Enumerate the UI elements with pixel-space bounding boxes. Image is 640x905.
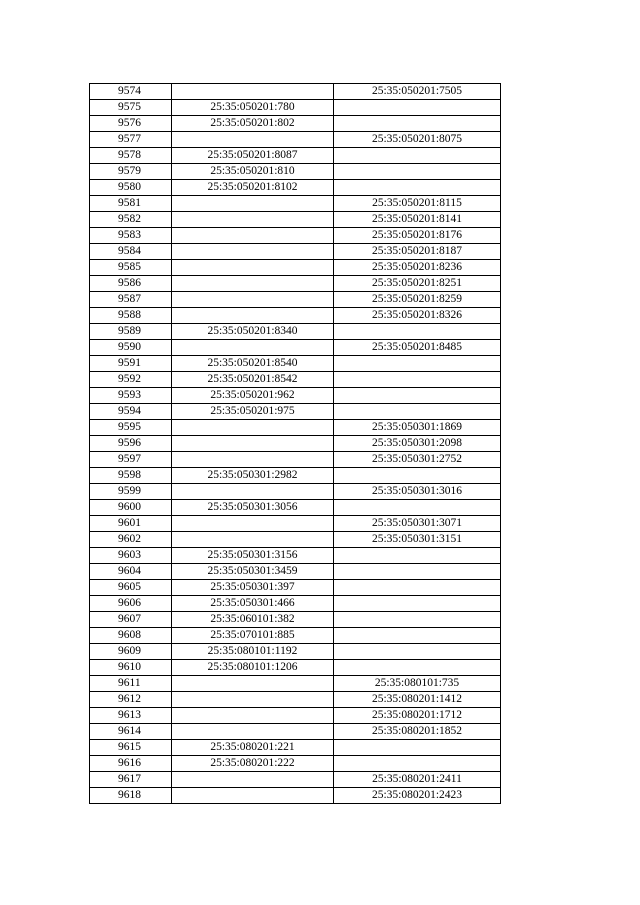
cadastral-number-cell-right: 25:35:050201:8236 [334,260,501,276]
cadastral-number-cell-left [172,84,334,100]
cadastral-number-cell-left: 25:35:080201:222 [172,756,334,772]
row-number-cell: 9614 [90,724,172,740]
row-number-cell: 9607 [90,612,172,628]
cadastral-number-cell-left: 25:35:080101:1192 [172,644,334,660]
row-number-cell: 9576 [90,116,172,132]
cadastral-number-cell-right: 25:35:080101:735 [334,676,501,692]
table-row [90,756,501,772]
cadastral-number-cell-right [334,644,501,660]
cadastral-number-cell-left: 25:35:050201:975 [172,404,334,420]
cadastral-number-cell-left: 25:35:050201:802 [172,116,334,132]
row-number-cell: 9613 [90,708,172,724]
table-row [90,356,501,372]
cadastral-number-cell-left [172,772,334,788]
cadastral-number-cell-right: 25:35:050301:1869 [334,420,501,436]
cadastral-number-cell-left [172,788,334,804]
cadastral-number-table [89,83,501,804]
row-number-cell: 9615 [90,740,172,756]
cadastral-number-cell-left: 25:35:050301:397 [172,580,334,596]
table-row [90,532,501,548]
table-row [90,180,501,196]
cadastral-number-cell-left [172,228,334,244]
table-row [90,436,501,452]
table-row [90,196,501,212]
table-row [90,516,501,532]
row-number-cell: 9617 [90,772,172,788]
cadastral-number-cell-left: 25:35:050201:962 [172,388,334,404]
table-row [90,404,501,420]
cadastral-number-cell-right: 25:35:080201:2411 [334,772,501,788]
row-number-cell: 9578 [90,148,172,164]
cadastral-number-cell-left: 25:35:050201:8540 [172,356,334,372]
row-number-cell: 9580 [90,180,172,196]
row-number-cell: 9597 [90,452,172,468]
cadastral-number-cell-left: 25:35:060101:382 [172,612,334,628]
cadastral-number-cell-right [334,148,501,164]
cadastral-number-cell-right [334,564,501,580]
cadastral-number-cell-right: 25:35:050201:8259 [334,292,501,308]
cadastral-number-cell-left: 25:35:050201:810 [172,164,334,180]
table-row [90,388,501,404]
cadastral-number-cell-left: 25:35:050301:3056 [172,500,334,516]
cadastral-number-cell-right: 25:35:050301:3071 [334,516,501,532]
table-row [90,628,501,644]
row-number-cell: 9603 [90,548,172,564]
row-number-cell: 9596 [90,436,172,452]
row-number-cell: 9604 [90,564,172,580]
cadastral-number-cell-left [172,340,334,356]
row-number-cell: 9609 [90,644,172,660]
row-number-cell: 9599 [90,484,172,500]
table-row [90,324,501,340]
cadastral-number-cell-right [334,116,501,132]
cadastral-number-cell-right: 25:35:080201:1412 [334,692,501,708]
cadastral-number-cell-left [172,708,334,724]
cadastral-number-cell-left [172,244,334,260]
cadastral-number-cell-right: 25:35:050201:8251 [334,276,501,292]
table-row [90,692,501,708]
cadastral-number-cell-left: 25:35:080101:1206 [172,660,334,676]
cadastral-number-cell-right [334,100,501,116]
cadastral-number-cell-left [172,308,334,324]
table-row [90,420,501,436]
table-row [90,372,501,388]
cadastral-number-cell-left: 25:35:050201:8087 [172,148,334,164]
row-number-cell: 9582 [90,212,172,228]
row-number-cell: 9585 [90,260,172,276]
table-row [90,212,501,228]
row-number-cell: 9592 [90,372,172,388]
row-number-cell: 9581 [90,196,172,212]
cadastral-number-cell-right: 25:35:050201:8176 [334,228,501,244]
row-number-cell: 9594 [90,404,172,420]
cadastral-number-cell-right: 25:35:050201:8075 [334,132,501,148]
cadastral-number-cell-right [334,740,501,756]
cadastral-number-cell-left [172,276,334,292]
cadastral-number-cell-right [334,500,501,516]
cadastral-number-cell-right [334,596,501,612]
cadastral-number-cell-right [334,404,501,420]
row-number-cell: 9574 [90,84,172,100]
table-row [90,228,501,244]
cadastral-number-cell-right: 25:35:050201:8115 [334,196,501,212]
table-row [90,484,501,500]
cadastral-number-cell-left: 25:35:050301:3156 [172,548,334,564]
row-number-cell: 9595 [90,420,172,436]
row-number-cell: 9618 [90,788,172,804]
row-number-cell: 9593 [90,388,172,404]
cadastral-number-cell-left [172,692,334,708]
cadastral-number-cell-right [334,660,501,676]
cadastral-number-cell-right [334,180,501,196]
cadastral-number-cell-left [172,436,334,452]
cadastral-number-cell-left [172,420,334,436]
table-row [90,84,501,100]
row-number-cell: 9588 [90,308,172,324]
table-row [90,340,501,356]
cadastral-number-cell-left [172,260,334,276]
row-number-cell: 9616 [90,756,172,772]
table-row [90,660,501,676]
table-body [90,84,501,804]
row-number-cell: 9591 [90,356,172,372]
cadastral-number-cell-right [334,756,501,772]
cadastral-number-cell-right: 25:35:050301:3151 [334,532,501,548]
table-row [90,452,501,468]
cadastral-number-cell-left [172,452,334,468]
cadastral-number-cell-right: 25:35:050301:2098 [334,436,501,452]
table-row [90,132,501,148]
cadastral-number-cell-left [172,676,334,692]
row-number-cell: 9590 [90,340,172,356]
table-row [90,548,501,564]
cadastral-number-cell-right: 25:35:080201:1712 [334,708,501,724]
cadastral-number-cell-left [172,132,334,148]
cadastral-number-cell-left: 25:35:050201:780 [172,100,334,116]
cadastral-number-cell-left: 25:35:080201:221 [172,740,334,756]
cadastral-number-cell-left [172,516,334,532]
cadastral-number-cell-left [172,724,334,740]
cadastral-number-cell-right: 25:35:050301:2752 [334,452,501,468]
cadastral-number-cell-left: 25:35:050301:466 [172,596,334,612]
cadastral-number-cell-left [172,196,334,212]
table-row [90,772,501,788]
row-number-cell: 9605 [90,580,172,596]
cadastral-number-cell-right [334,612,501,628]
row-number-cell: 9598 [90,468,172,484]
table-row [90,788,501,804]
row-number-cell: 9586 [90,276,172,292]
row-number-cell: 9577 [90,132,172,148]
row-number-cell: 9610 [90,660,172,676]
table-row [90,100,501,116]
cadastral-number-cell-right [334,164,501,180]
row-number-cell: 9612 [90,692,172,708]
cadastral-number-cell-right [334,388,501,404]
row-number-cell: 9575 [90,100,172,116]
row-number-cell: 9602 [90,532,172,548]
cadastral-number-cell-left: 25:35:050301:3459 [172,564,334,580]
row-number-cell: 9584 [90,244,172,260]
table-row [90,308,501,324]
table-row [90,564,501,580]
table-row [90,468,501,484]
table-row [90,260,501,276]
table-row [90,740,501,756]
table-row [90,596,501,612]
cadastral-number-cell-right: 25:35:050201:8485 [334,340,501,356]
cadastral-number-cell-right: 25:35:080201:2423 [334,788,501,804]
cadastral-number-cell-left [172,212,334,228]
cadastral-number-cell-right [334,372,501,388]
table-row [90,164,501,180]
table-row [90,148,501,164]
cadastral-number-cell-right [334,628,501,644]
table-row [90,292,501,308]
row-number-cell: 9589 [90,324,172,340]
cadastral-number-cell-left: 25:35:050201:8542 [172,372,334,388]
cadastral-number-cell-left: 25:35:070101:885 [172,628,334,644]
cadastral-number-cell-right: 25:35:080201:1852 [334,724,501,740]
table-row [90,276,501,292]
row-number-cell: 9600 [90,500,172,516]
cadastral-number-cell-left: 25:35:050301:2982 [172,468,334,484]
cadastral-number-cell-right [334,468,501,484]
cadastral-number-cell-right: 25:35:050201:7505 [334,84,501,100]
cadastral-number-cell-right [334,324,501,340]
cadastral-number-cell-right [334,580,501,596]
cadastral-number-cell-right: 25:35:050201:8141 [334,212,501,228]
row-number-cell: 9587 [90,292,172,308]
table-row [90,116,501,132]
table-row [90,644,501,660]
table-row [90,612,501,628]
table-row [90,580,501,596]
table-row [90,676,501,692]
cadastral-number-cell-right: 25:35:050201:8187 [334,244,501,260]
row-number-cell: 9606 [90,596,172,612]
row-number-cell: 9601 [90,516,172,532]
cadastral-number-cell-left [172,484,334,500]
cadastral-number-cell-right [334,356,501,372]
cadastral-number-cell-right: 25:35:050301:3016 [334,484,501,500]
row-number-cell: 9611 [90,676,172,692]
cadastral-number-cell-right: 25:35:050201:8326 [334,308,501,324]
table-row [90,244,501,260]
row-number-cell: 9579 [90,164,172,180]
cadastral-number-cell-left: 25:35:050201:8340 [172,324,334,340]
cadastral-number-cell-right [334,548,501,564]
row-number-cell: 9608 [90,628,172,644]
table-row [90,708,501,724]
cadastral-number-cell-left [172,292,334,308]
table-row [90,724,501,740]
row-number-cell: 9583 [90,228,172,244]
table-row [90,500,501,516]
cadastral-number-cell-left [172,532,334,548]
cadastral-number-cell-left: 25:35:050201:8102 [172,180,334,196]
